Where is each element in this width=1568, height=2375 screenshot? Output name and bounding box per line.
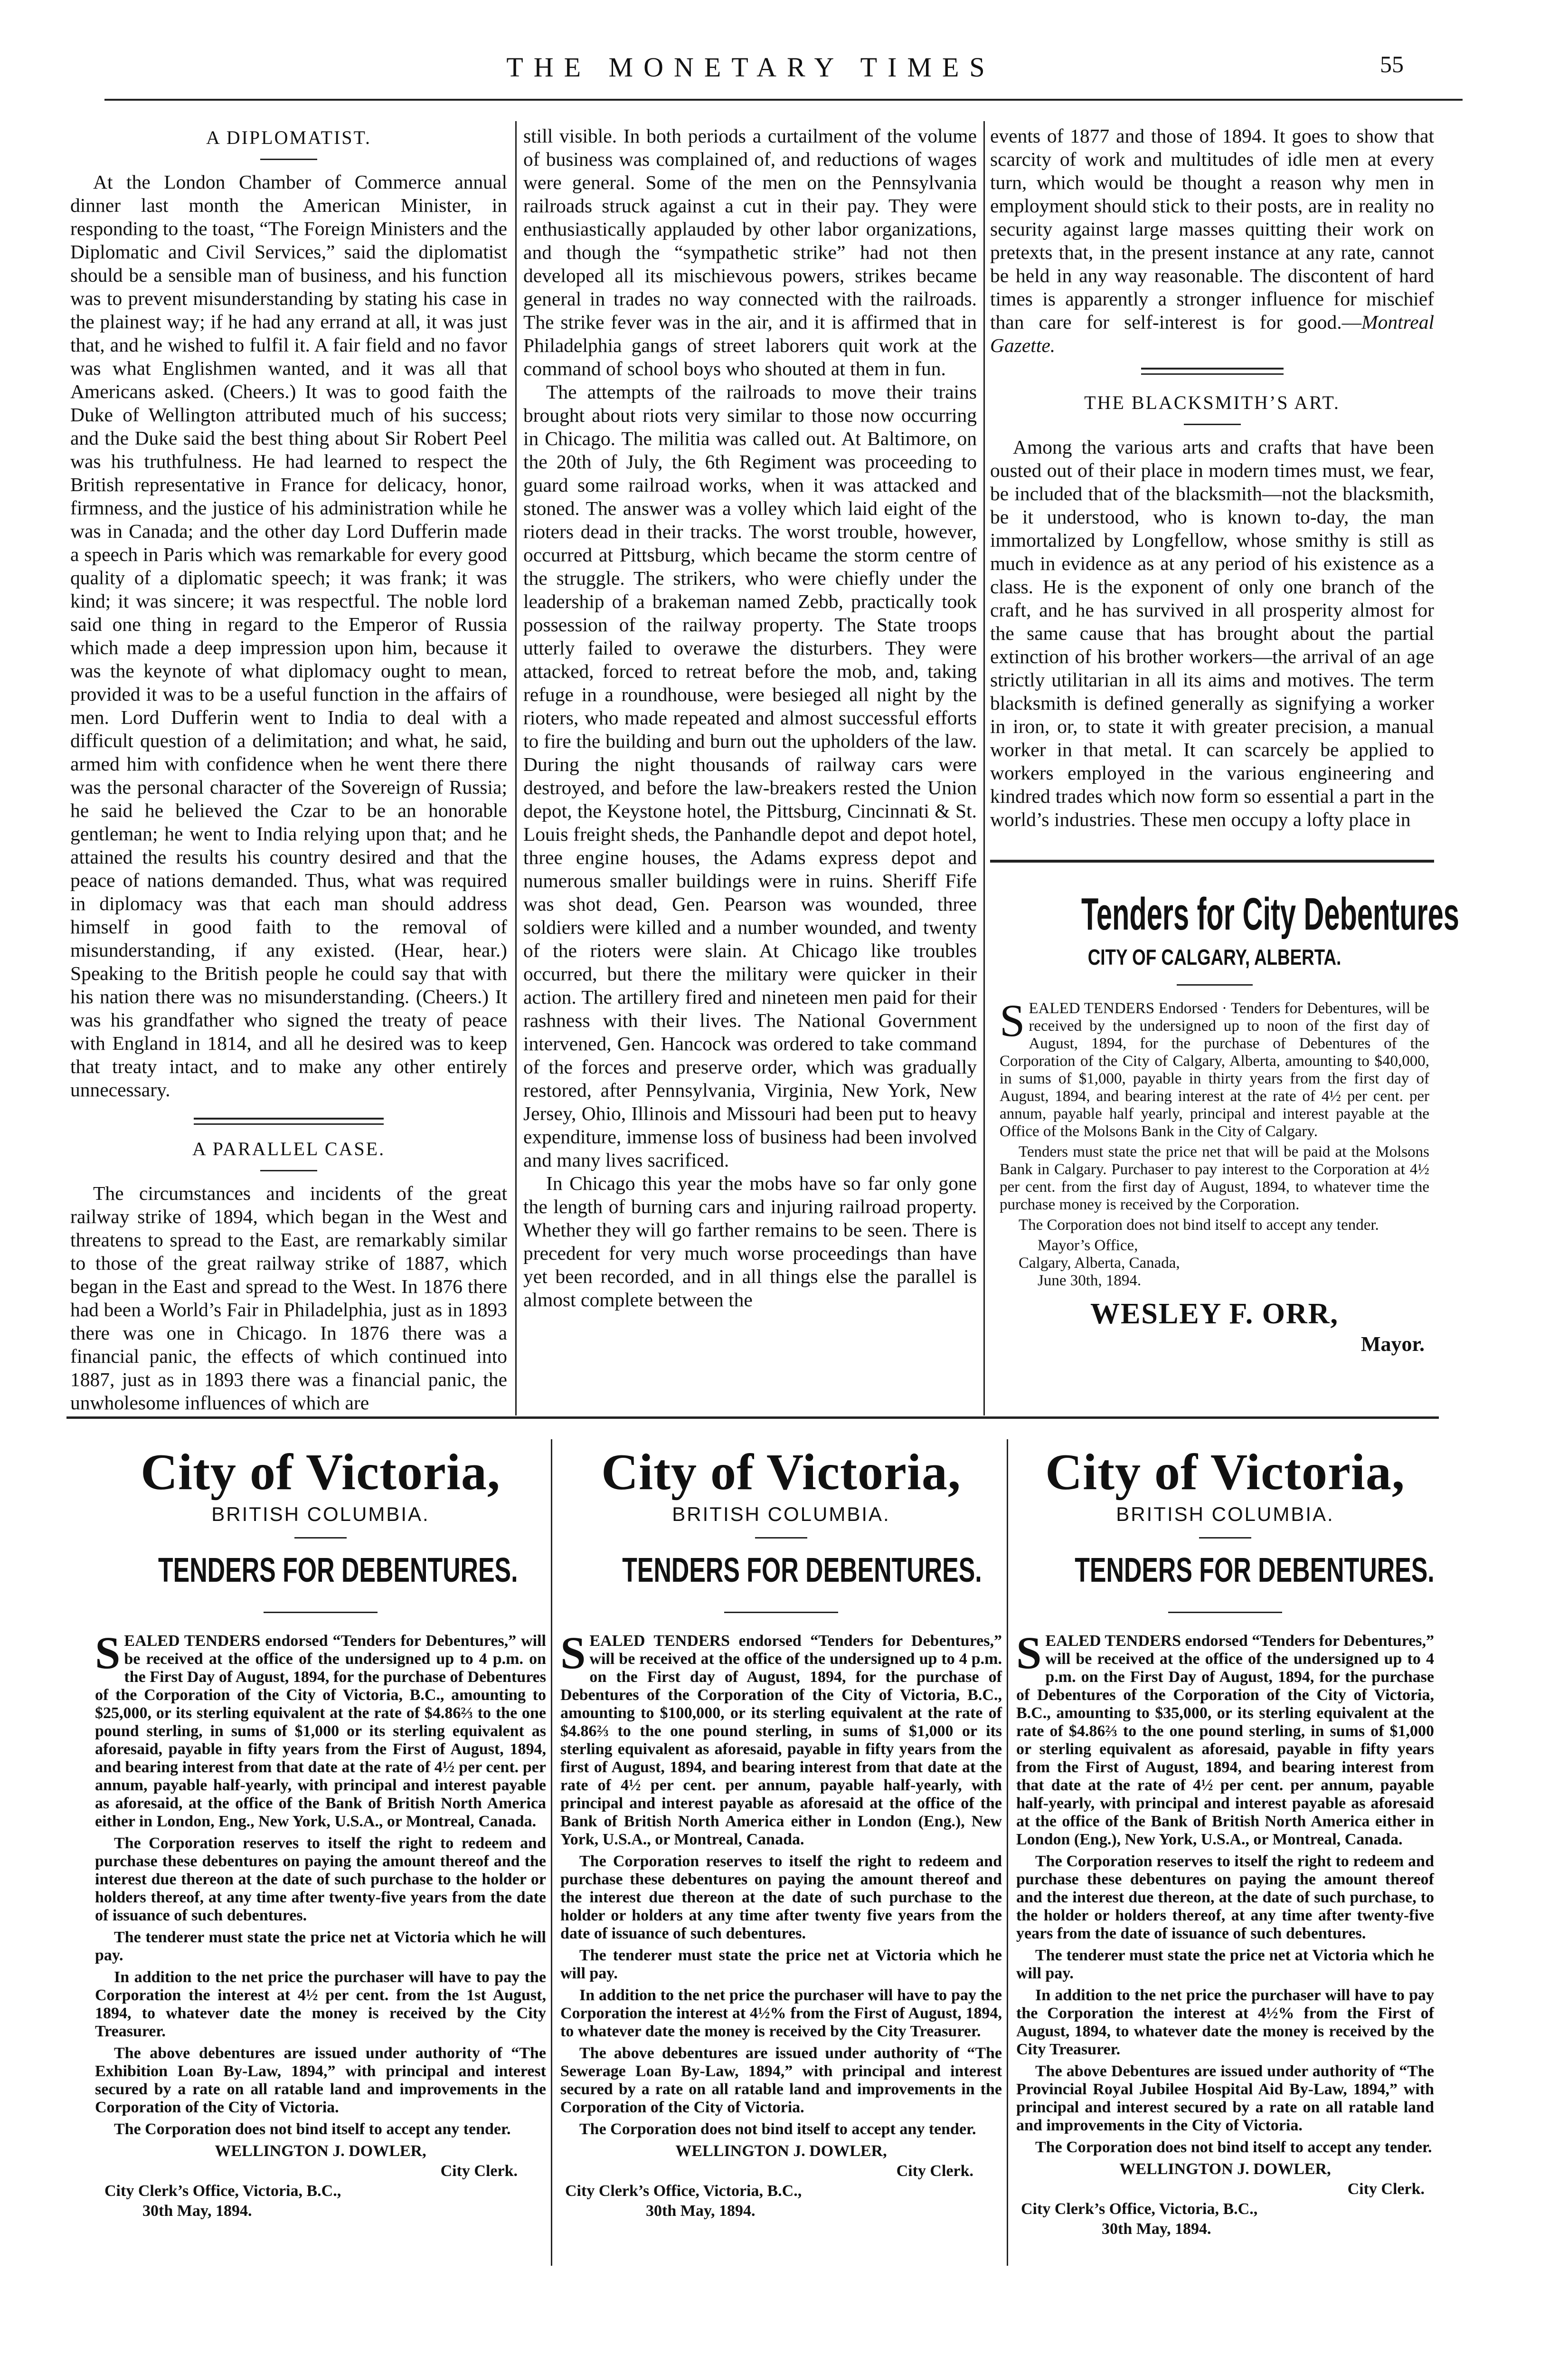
- heading-rule: [260, 1170, 317, 1171]
- victoria-signer: WELLINGTON J. DOWLER,: [675, 2142, 887, 2160]
- riots-paragraph: The attempts of the railroads to move their trains brought about riots very similar to those now occurring in Chicago. The militia was called out. At Baltimore, on the 20th of July, the 6th Regiment was proceeding to guard some railroad works, when it was attacked and stoned. The answer was a volley which laid eight of the rioters dead in their tracks. The worst trouble, however, occurred at Pittsburg, which became the storm centre of the struggle. The strikers, who were chiefly under the leadership of a brakeman named Zebb, practically took possession of the railway property. The State troops utterly failed to overawe the disturbers. They were attacked, forced to retreat before the mob, and, taking refuge in a roundhouse, were besieged all night by the rioters, who made repeated and almost successful efforts to fire the building and burn out the upholders of the law. During the night thousands of railway cars were destroyed, and before the law-breakers rested the Union depot, the Keystone hotel, the Pittsburg, Cincinnati & St. Louis freight sheds, the Panhandle depot and depot hotel, three engine houses, the Adams express depot and numerous smaller buildings were in ruins. Sheriff Fife was shot dead, Gen. Pearson was wounded, three soldiers were killed and a number wounded, and twenty of the rioters were slain. At Chicago like troubles occurred, but there the military were quicker in their action. The artillery fired and nineteen men paid for their rashness with their lives. The National Government intervened, Gen. Hancock was ordered to take command of the forces and preserve order, which was gradually restored, after Pennsylvania, Virginia, New York, New Jersey, Ohio, Illinois and Missouri had been put to heavy expenditure, immense loss of business had been involved and many lives sacrificed.: [523, 381, 977, 1171]
- heading-rule: [1184, 424, 1241, 425]
- victoria-signer-title: City Clerk.: [1347, 2180, 1425, 2198]
- parallel-case-continued: still visible. In both periods a curtailment of the volume of business was complained of, and reductions of wages were general. Some of the men on the Pennsylvania railroads struck against a cut in their pay. They were enthusiastically applauded by other labor organizations, and though the “sympathetic strike” had not then developed all its mischievous powers, strikes became general in trades no way connected with the railroads. The strike fever was in the air, and it is affirmed that in Philadelphia gangs of street laborers quit work at the command of school boys who shouted at them in fun.: [523, 125, 977, 380]
- victoria-ad-subtitle: BRITISH COLUMBIA.: [672, 1503, 890, 1525]
- column-3: [990, 124, 1434, 831]
- column-divider-2: [983, 121, 985, 1416]
- section-divider: [194, 1118, 384, 1125]
- calgary-ad-top-rule: [990, 860, 1434, 863]
- calgary-ad-subtitle: CITY OF CALGARY, ALBERTA.: [1087, 945, 1341, 969]
- victoria-office: City Clerk’s Office, Victoria, B.C.,: [104, 2182, 341, 2200]
- ad-divider-1: [551, 1439, 552, 2266]
- calgary-ad-body: SEALED TENDERS Endorsed · Tenders for Debentures, will be received by the undersigned up to noon of the first day of August, 1894, for the purchase of Debentures of the Corporation of the City of Calgary, Alberta, amounting to $40,000, in sums of $1,000, payable in thirty years from the first day of August, 1894, and bearing interest at the rate of 4½ per cent. per annum, payable half yearly, principal and interest payable at the Office of the Molsons Bank in the City of Calgary. Tenders must state the price net that will be paid at the Molsons Bank in Calgary. Purchaser to pay interest to the Corporation at 4½ per cent. from the first day of August, 1894, to whatever time the purchase money is received by the Corporation. The Corporation does not bind itself to accept any tender. Mayor’s Office, Calgary, Alberta, Canada, June 30th, 1894.: [1000, 995, 1429, 1289]
- ad-rule: [724, 1612, 838, 1613]
- heading-rule: [260, 159, 317, 160]
- victoria-ad-subtitle: BRITISH COLUMBIA.: [1116, 1503, 1334, 1525]
- drop-cap: S: [95, 1627, 121, 1678]
- victoria-date: 30th May, 1894.: [1102, 2220, 1211, 2238]
- victoria-signer: WELLINGTON J. DOWLER,: [215, 2142, 426, 2160]
- victoria-tender-ad-1: [95, 1444, 546, 2220]
- diplomatist-text: At the London Chamber of Commerce annual dinner last month the American Minister, in responding to the toast, “The Foreign Ministers and the Diplomatic and Civil Services,” said the diplomatist should be a sensible man of business, and his function was to prevent misunderstanding by stating his case in the plainest way; if he had any errand at all, it was just that, and he wished to fulfil it. A fair field and no favor was what Englishmen wanted, and it was all that Americans asked. (Cheers.) It was to good faith the Duke of Wellington attributed much of his success; and the Duke said the best thing about Sir Robert Peel was his truthfulness. He had learned to respect the British representative in France for delicacy, honor, firmness, and the justice of his administration while he was in Canada; and the other day Lord Dufferin made a speech in Paris which was remarkable for every good quality of a diplomatic speech; it was frank; it was kind; it was sincere; it was respectful. The noble lord said one thing in regard to the Emperor of Russia which made a deep impression upon him, because it was the keynote of what diplomacy ought to mean, provided it was to be a useful function in the affairs of men. Lord Dufferin went to India to deal with a difficult question of a delimitation; and what, he said, armed him with confidence when he went there there was the personal character of the Sovereign of Russia; he said he believed the Czar to be an honorable gentleman; he went to India relying upon that; and he attained the results his country desired and that the peace of nations demanded. Thus, what was required in diplomacy was that each man should address himself in good faith to the removal of misunderstanding, if any existed. (Hear, hear.) Speaking to the British people he could say that with his nation there was no misunderstanding. (Cheers.) It was his grandfather who signed the treaty of peace with England in 1814, and all he desired was to keep that treaty intact, and to make any other entirely unnecessary.: [70, 171, 507, 1101]
- header-rule: [104, 99, 1463, 101]
- victoria-office: City Clerk’s Office, Victoria, B.C.,: [1021, 2200, 1258, 2218]
- column-2: [523, 124, 977, 1311]
- parallel-case-conclusion: events of 1877 and those of 1894. It goes to show that scarcity of work and multitudes of idle men at every turn, which would be thought a reason why men in employment should stick to their posts, are in reality no security against large masses quitting their work on pretexts that, in the present instance at any rate, cannot be held in any way reasonable. The discontent of hard times is apparently a stronger influence for mischief than care for self-interest is for good.—Montreal Gazette.: [990, 125, 1434, 356]
- diplomatist-heading: A DIPLOMATIST.: [206, 127, 371, 148]
- masthead: THE MONETARY TIMES: [506, 52, 995, 83]
- victoria-ad-title: City of Victoria,: [141, 1444, 501, 1501]
- victoria-ad-tenders-heading: TENDERS FOR DEBENTURES.: [158, 1551, 518, 1589]
- victoria-date: 30th May, 1894.: [646, 2202, 756, 2220]
- blacksmith-text: Among the various arts and crafts that have been ousted out of their place in modern times must, we fear, be included that of the blacksmith—not the blacksmith, be it understood, who is known to-day, the man immortalized by Longfellow, whose smithy is still as much in evidence as at any period of his existence as a class. He is the exponent of only one branch of the craft, and he has survived in all prosperity almost for the same cause that has brought about the partial extinction of his brother workers—the arrival of an age strictly utilitarian in all its aims and motives. The term blacksmith is defined generally as signifying a worker in iron, or, to state it with greater precision, a manual worker in that metal. It can scarcely be applied to workers employed in the various engineering and kindred trades which now form so essential a part in the world’s industries. These men occupy a lofty place in: [990, 436, 1434, 830]
- victoria-signer-title: City Clerk.: [896, 2162, 973, 2180]
- calgary-date: June 30th, 1894.: [1038, 1272, 1142, 1289]
- drop-cap: S: [1016, 1627, 1042, 1678]
- ad-rule: [294, 1537, 347, 1539]
- victoria-ad-title: City of Victoria,: [601, 1444, 961, 1501]
- victoria-date: 30th May, 1894.: [142, 2202, 252, 2220]
- victoria-ad-body: SEALED TENDERS endorsed “Tenders for Debentures,” will be received at the office of the undersigned up to 4 p.m. on the First Day of August, 1894, for the purchase of Debentures of the Corporation of the City of Victoria, B.C., amounting to $35,000, or its sterling equivalent at the rate of $4.86⅔ to the one pound sterling, in sums of $1,000 or sterling equivalent as aforesaid, payable in fifty years from the First of August, 1894, and bearing interest from that date at the rate of 4½ per cent. per annum, payable half-yearly, with principal and interest payable as aforesaid at the office of the Bank of British North America either in London (Eng.), New York, U.S.A., or Montreal, Canada. The Corporation reserves to itself the right to redeem and purchase these debentures on paying the amount thereof and the interest due thereon, at the date of such purchase, to the holder or holders thereof, at any time after twenty-five years from the date of issuance of such debentures. The tenderer must state the price net at Victoria which he will pay. In addition to the net price the purchaser will have to pay the Corporation the interest at 4½% from the First of August, 1894, to whatever date the money is received by the City Treasurer. The above Debentures are issued under authority of “The Provincial Royal Jubilee Hospital Aid By-Law, 1894,” with principal and interest secured by a rate on all ratable land and improvements in the City of Victoria. The Corporation does not bind itself to accept any tender.: [1016, 1627, 1435, 2156]
- ad-rule: [264, 1612, 378, 1613]
- victoria-ad-title: City of Victoria,: [1045, 1444, 1405, 1501]
- calgary-ad-title: Tenders for City Debentures: [1081, 889, 1459, 940]
- victoria-ad-body: SEALED TENDERS endorsed “Tenders for Debentures,” will be received at the office of the undersigned up to 4 p.m. on the First Day of August, 1894, for the purchase of Debentures of the Corporation of the City of Victoria, B.C., amounting to $25,000, or its sterling equivalent at the rate of $4.86⅔ to the one pound sterling, in sums of $1,000 or its sterling equivalent as aforesaid, payable in fifty years from the First of August, 1894, and bearing interest from that date at the rate of 4½ per cent. per annum, payable half-yearly, with principal and interest payable as aforesaid, at the office of the Bank of British North America either in London, Eng., New York, U.S.A., or Montreal, Canada. The Corporation reserves to itself the right to redeem and purchase these debentures on paying the amount thereof and the interest due thereon at the date of such purchase to the holder or holders thereof, at any time after twenty-five years from the date of issuance of such debentures. The tenderer must state the price net at Victoria which he will pay. In addition to the net price the purchaser will have to pay the Corporation the interest at 4½ per cent. from the 1st August, 1894, to whatever date the money is received by the City Treasurer. The above debentures are issued under authority of “The Exhibition Loan By-Law, 1894,” with principal and interest secured by a rate on all ratable land and improvements in the Corporation of the City of Victoria. The Corporation does not bind itself to accept any tender.: [95, 1627, 546, 2138]
- victoria-signer: WELLINGTON J. DOWLER,: [1119, 2160, 1331, 2178]
- victoria-ad-subtitle: BRITISH COLUMBIA.: [211, 1503, 430, 1525]
- victoria-tender-ad-2: [560, 1444, 1002, 2220]
- chicago-paragraph: In Chicago this year the mobs have so far only gone the length of burning cars and injuring railroad property. Whether they will go farther remains to be seen. There is precedent for very much worse proceedings than have yet been recorded, and in all things else the parallel is almost complete between the: [523, 1172, 977, 1311]
- column-divider-1: [515, 121, 517, 1416]
- victoria-ad-tenders-heading: TENDERS FOR DEBENTURES.: [1075, 1551, 1435, 1589]
- column-1: [70, 126, 507, 1415]
- calgary-office: Mayor’s Office,: [1038, 1237, 1138, 1254]
- calgary-place: Calgary, Alberta, Canada,: [1019, 1254, 1180, 1272]
- ad-rule: [755, 1537, 807, 1539]
- calgary-tender-ad: [1000, 888, 1459, 1356]
- ad-divider-2: [1007, 1439, 1008, 2266]
- victoria-signer-title: City Clerk.: [440, 2162, 518, 2180]
- ad-rule: [1177, 984, 1253, 986]
- drop-cap: S: [560, 1627, 586, 1678]
- parallel-case-heading: A PARALLEL CASE.: [192, 1138, 386, 1159]
- source-attribution: Montreal Gazette.: [990, 311, 1434, 356]
- victoria-ad-body: SEALED TENDERS endorsed “Tenders for Debentures,” will be received at the office of the undersigned up to 4 p.m. on the First day of August, 1894, for the purchase of Debentures of the Corporation of the City of Victoria, B.C., amounting to $100,000, or its sterling equivalent at the rate of $4.86⅔ to the one pound sterling, in sums of $1,000 or its sterling equivalent as aforesaid, payable in fifty years from the first of August, 1894, and bearing interest from that date at the rate of 4½ per cent. per annum, payable half-yearly, with principal and interest payable as aforesaid at the office of the Bank of British North America either in London (Eng.), New York, U.S.A., or Montreal, Canada. The Corporation reserves to itself the right to redeem and purchase these debentures on paying the amount thereof and the interest due thereon at the date of such purchase to the holder or holders at any time after twenty five years from the date of issuance of such debentures. The tenderer must state the price net at Victoria which he will pay. In addition to the net price the purchaser will have to pay the Corporation the interest at 4½% from the First of August, 1894, to whatever date the money is received by the City Treasurer. The above debentures are issued under authority of “The Sewerage Loan By-Law, 1894,” with principal and interest secured by a rate on all ratable land and improvements in the Corporation of the City of Victoria. The Corporation does not bind itself to accept any tender.: [560, 1627, 1002, 2138]
- page-number: 55: [1380, 51, 1404, 77]
- ad-section-rule: [66, 1416, 1439, 1419]
- parallel-case-text: The circumstances and incidents of the great railway strike of 1894, which began in the West and threatens to spread to the East, are remarkably similar to those of the great railway strike of 1887, which began in the East and spread to the West. In 1876 there had been a World’s Fair in Philadelphia, just as in 1893 there was one in Chicago. In 1876 there was a financial panic, the effects of which continued into 1887, just as in 1893 there was a financial panic, the unwholesome influences of which are: [70, 1182, 507, 1414]
- victoria-office: City Clerk’s Office, Victoria, B.C.,: [565, 2182, 802, 2200]
- calgary-signer: WESLEY F. ORR,: [1090, 1298, 1339, 1330]
- victoria-ad-tenders-heading: TENDERS FOR DEBENTURES.: [622, 1551, 982, 1589]
- victoria-tender-ad-3: [1016, 1444, 1434, 2238]
- blacksmith-heading: THE BLACKSMITH’S ART.: [1084, 392, 1340, 413]
- section-divider: [1141, 368, 1284, 375]
- drop-cap: S: [1000, 995, 1025, 1046]
- ad-rule: [1168, 1612, 1282, 1613]
- ad-rule: [1199, 1537, 1251, 1539]
- calgary-signer-title: Mayor.: [1360, 1332, 1425, 1356]
